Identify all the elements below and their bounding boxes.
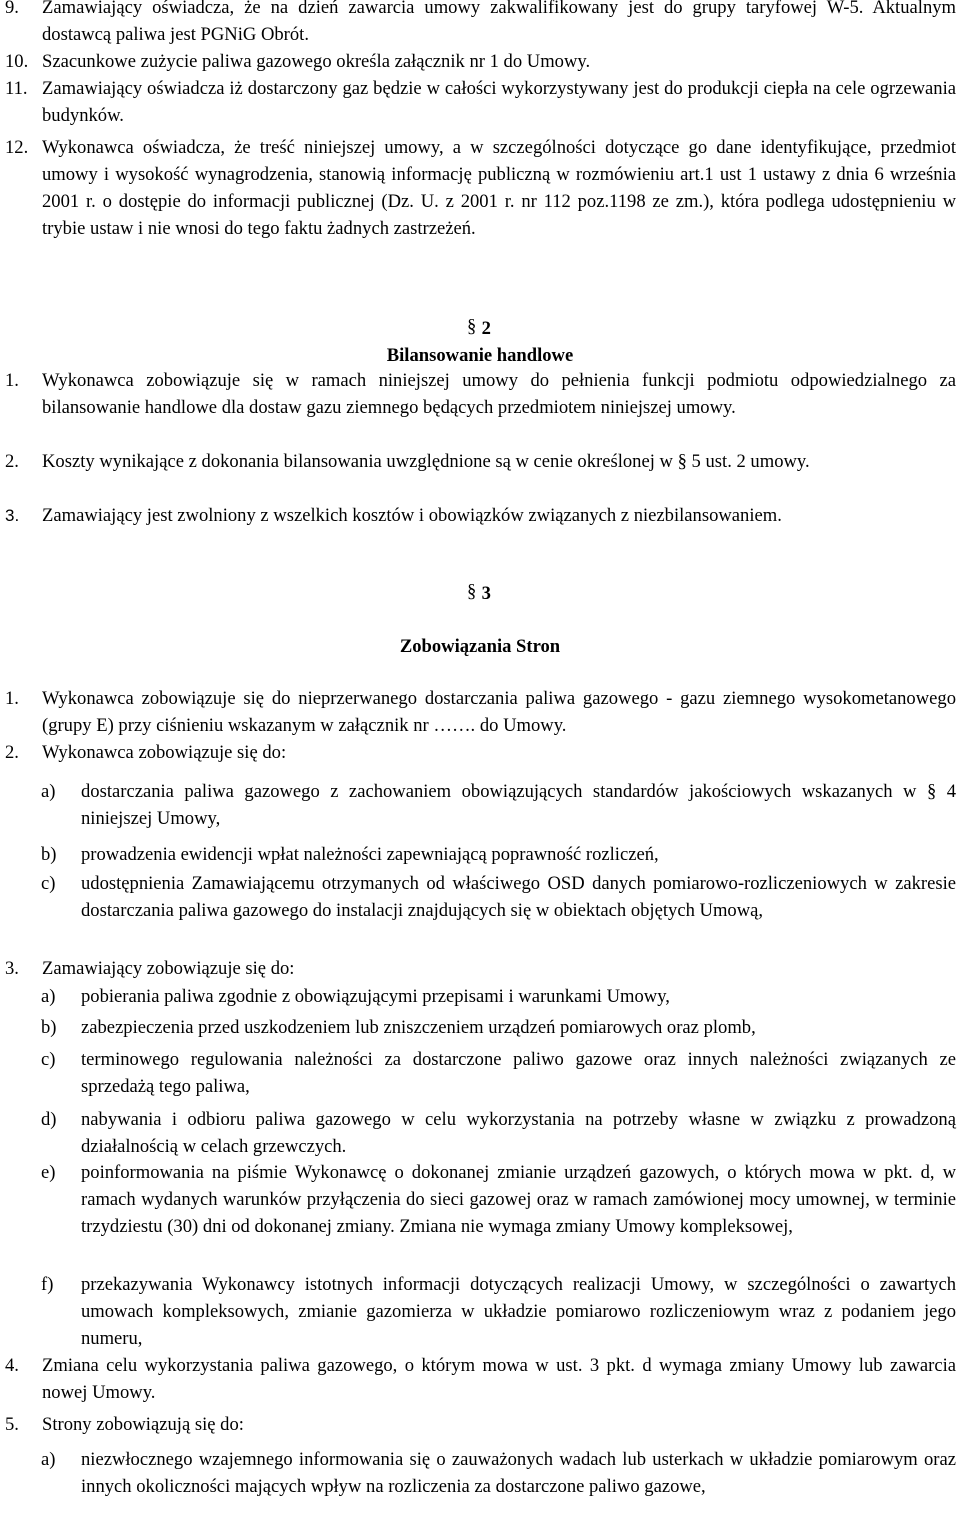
item-number: 3.: [5, 958, 19, 979]
sub-text: niezwłocznego wzajemnego informowania się o zauważonych wadach lub usterkach w układzie pomiarowym oraz innych okoliczności mających wpływ na rozliczenia za dostarczone paliwo gazowe,: [81, 1449, 956, 1497]
sub-text: dostarczania paliwa gazowego z zachowaniem obowiązujących standardów jakościowych wskazanych w § 4 niniejszej Umowy,: [81, 781, 956, 829]
section-3-title: Zobowiązania Stron: [399, 636, 561, 657]
sub-text: zabezpieczenia przed uszkodzeniem lub zniszczeniem urządzeń pomiarowych oraz plomb,: [81, 1017, 756, 1038]
item-number: 5.: [5, 1414, 19, 1435]
section-2-number: § 2: [0, 315, 960, 342]
item-text: Zamawiający jest zwolniony z wszelkich kosztów i obowiązków związanych z niezbilansowaniem.: [42, 505, 782, 526]
sub-letter: f): [41, 1274, 54, 1295]
item-text: Szacunkowe zużycie paliwa gazowego określa załącznik nr 1 do Umowy.: [42, 51, 591, 72]
item-number: 9.: [5, 0, 19, 18]
item-text: Wykonawca zobowiązuje się do:: [42, 742, 287, 763]
sub-letter: e): [41, 1162, 56, 1183]
sub-text: udostępnienia Zamawiającemu otrzymanych od właściwego OSD danych pomiarowo-rozliczeniowych w zakresie dostarczania paliwa gazowego do instalacji znajdujących się w obiektach objętych Umową,: [81, 873, 956, 921]
sub-letter: a): [41, 781, 56, 802]
sub-text: pobierania paliwa zgodnie z obowiązującymi przepisami i warunkami Umowy,: [81, 986, 670, 1007]
item-text: Koszty wynikające z dokonania bilansowania uwzględnione są w cenie określonej w § 5 ust. 2 umowy.: [42, 451, 810, 472]
item-text: Strony zobowiązują się do:: [42, 1414, 244, 1435]
sub-letter: c): [41, 1049, 56, 1070]
item-text: Zamawiający oświadcza iż dostarczony gaz będzie w całości wykorzystywany jest do produkcji ciepła na cele ogrzewania budynków.: [42, 78, 956, 126]
item-number: 4.: [5, 1355, 19, 1376]
sub-text: terminowego regulowania należności za dostarczone paliwo gazowe oraz innych należności związanych ze sprzedażą tego paliwa,: [81, 1049, 956, 1097]
sub-letter: a): [41, 1449, 56, 1470]
sub-text: poinformowania na piśmie Wykonawcę o dokonanej zmianie urządzeń gazowych, o których mowa w pkt. d, w ramach wydanych warunków przyłączenia do sieci gazowej oraz w ramach zamówionej mocy umownej, w terminie trzydziestu (30) dni od dokonanej zmiany. Zmiana nie wymaga zmiany Umowy kompleksowej,: [81, 1162, 956, 1237]
item-number: 2.: [5, 451, 19, 472]
sub-letter: a): [41, 986, 56, 1007]
sub-letter: d): [41, 1109, 57, 1130]
item-number: 2.: [5, 742, 19, 763]
item-number: 12.: [5, 137, 29, 158]
section-sign-icon: [469, 317, 477, 337]
item-number: 1.: [5, 370, 19, 391]
item-text: Zmiana celu wykorzystania paliwa gazowego, o którym mowa w ust. 3 pkt. d wymaga zmiany Umowy lub zawarcia nowej Umowy.: [42, 1355, 956, 1403]
sub-letter: b): [41, 1017, 57, 1038]
item-number: 1.: [5, 688, 19, 709]
section-2-title: Bilansowanie handlowe: [386, 345, 574, 366]
item-text: Wykonawca zobowiązuje się do nieprzerwanego dostarczania paliwa gazowego - gazu ziemnego wysokometanowego (grupy E) przy ciśnieniu wskazanym w załącznik nr ……. do Umowy.: [42, 688, 956, 736]
sub-text: przekazywania Wykonawcy istotnych informacji dotyczących realizacji Umowy, w szczególności o zawartych umowach kompleksowych, zmianie gazomierza w układzie pomiarowo rozliczeniowym wraz z podaniem jego numeru,: [81, 1274, 956, 1349]
item-text: Wykonawca zobowiązuje się w ramach niniejszej umowy do pełnienia funkcji podmiotu odpowiedzialnego za bilansowanie handlowe dla dostaw gazu ziemnego będących przedmiotem niniejszej umowy.: [42, 370, 956, 418]
item-number: 3.: [5, 506, 20, 525]
item-text: Zamawiający oświadcza, że na dzień zawarcia umowy zakwalifikowany jest do grupy taryfowej W-5. Aktualnym dostawcą paliwa jest PGNiG Obrót.: [42, 0, 956, 45]
item-text: Wykonawca oświadcza, że treść niniejszej umowy, a w szczególności dotyczące go dane identyfikujące, przedmiot umowy i wysokość wynagrodzenia, stanowią informację publiczną w rozmówieniu art.1 ust 1 ustawy z dnia 6 września 2001 r. o dostępie do informacji publicznej (Dz. U. z 2001 r. nr 112 poz.1198 ze zm.), która podlega udostępnieniu w trybie ustaw i nie wnosi do tego faktu żadnych zastrzeżeń.: [42, 137, 956, 239]
section-sign-icon: [469, 582, 477, 602]
section-3-number: § 3: [0, 580, 960, 607]
sub-text: nabywania i odbioru paliwa gazowego w celu wykorzystania na potrzeby własne w związku z prowadzoną działalnością w celach grzewczych.: [81, 1109, 956, 1157]
item-number: 11.: [5, 78, 28, 99]
sub-letter: c): [41, 873, 56, 894]
sub-text: prowadzenia ewidencji wpłat należności zapewniającą poprawność rozliczeń,: [81, 844, 659, 865]
sub-letter: b): [41, 844, 57, 865]
item-text: Zamawiający zobowiązuje się do:: [42, 958, 295, 979]
item-number: 10.: [5, 51, 29, 72]
